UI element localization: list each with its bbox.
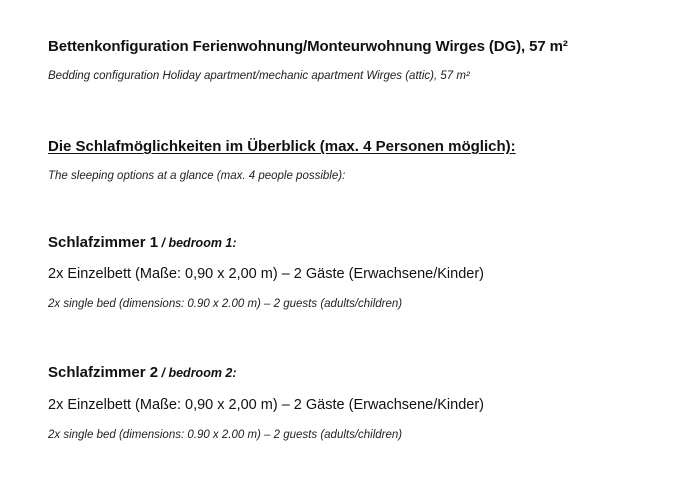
bedroom-2-heading xyxy=(48,365,237,380)
bedroom-1-heading-de: Schlafzimmer 1 xyxy=(48,234,159,251)
bedroom-1-heading-en: / bedroom 1: xyxy=(158,236,237,250)
bedroom-2-bed-description-translation: 2x single bed (dimensions: 0.90 x 2.00 m) – 2 guests (adults/children) xyxy=(48,429,403,441)
bedroom-2-heading-en: / bedroom 2: xyxy=(158,366,237,380)
document-title: Bettenkonfiguration Ferienwohnung/Monteurwohnung Wirges (DG), 57 m² xyxy=(48,38,568,55)
overview-heading-translation: The sleeping options at a glance (max. 4 people possible): xyxy=(48,170,346,182)
bedroom-2-heading-de: Schlafzimmer 2 xyxy=(48,364,159,381)
bedroom-2-bed-description: 2x Einzelbett (Maße: 0,90 x 2,00 m) – 2 Gäste (Erwachsene/Kinder) xyxy=(48,397,485,413)
bedroom-1-bed-description-translation: 2x single bed (dimensions: 0.90 x 2.00 m) – 2 guests (adults/children) xyxy=(48,298,403,310)
overview-heading: Die Schlafmöglichkeiten im Überblick (max. 4 Personen möglich): xyxy=(48,138,516,155)
document-title-translation: Bedding configuration Holiday apartment/mechanic apartment Wirges (attic), 57 m² xyxy=(48,70,470,82)
bedroom-1-heading xyxy=(48,235,237,250)
bedroom-1-bed-description: 2x Einzelbett (Maße: 0,90 x 2,00 m) – 2 Gäste (Erwachsene/Kinder) xyxy=(48,266,485,282)
